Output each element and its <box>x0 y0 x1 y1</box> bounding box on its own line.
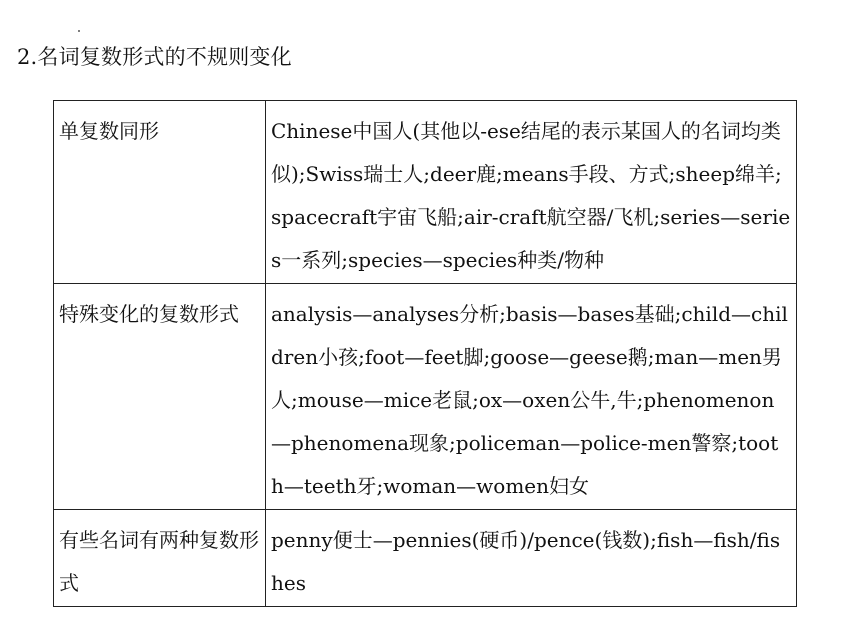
stray-dot <box>78 30 80 32</box>
table-row <box>54 101 797 284</box>
row-label: 有些名词有两种复数形式 <box>54 510 266 607</box>
row-content: Chinese中国人(其他以-ese结尾的表示某国人的名词均类似);Swiss瑞士人;deer鹿;means手段、方式;sheep绵羊;spacecraft宇宙飞船;air-craft航空器/飞机;series—series一系列;species—species种类/物种 <box>266 101 797 284</box>
section-heading: 2.名词复数形式的不规则变化 <box>17 45 292 69</box>
row-content: penny便士—pennies(硬币)/pence(钱数);fish—fish/fishes <box>266 510 797 607</box>
row-content: analysis—analyses分析;basis—bases基础;child—children小孩;foot—feet脚;goose—geese鹅;man—men男人;mouse—mice老鼠;ox—oxen公牛,牛;phenomenon—phenomena现象;policeman—police-men警察;tooth—teeth牙;woman—women妇女 <box>266 284 797 510</box>
table-row <box>54 510 797 607</box>
irregular-plural-table <box>53 100 797 607</box>
row-label: 单复数同形 <box>54 101 266 284</box>
row-label: 特殊变化的复数形式 <box>54 284 266 510</box>
table-row <box>54 284 797 510</box>
